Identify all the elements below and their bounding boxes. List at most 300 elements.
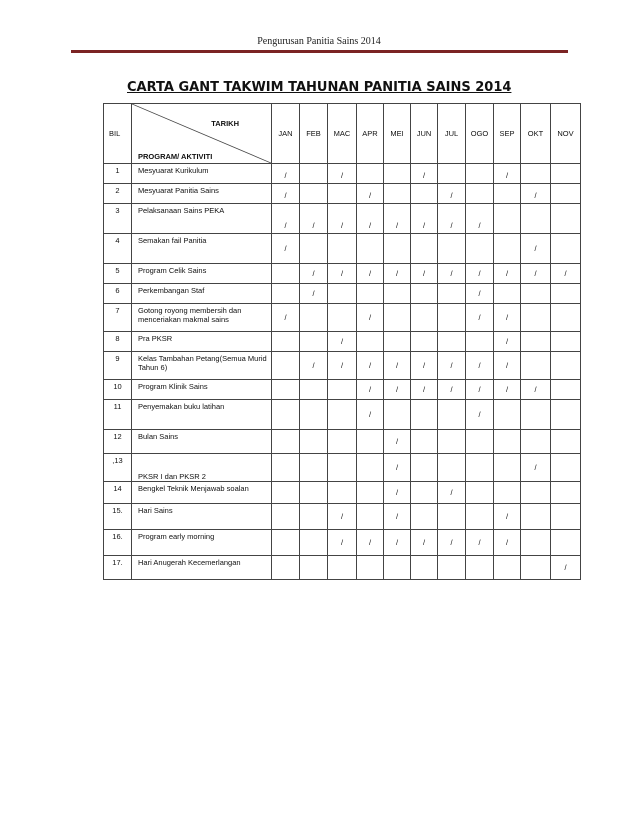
month-cell bbox=[272, 304, 300, 332]
month-cell bbox=[300, 482, 328, 504]
schedule-mark: / bbox=[312, 221, 315, 230]
schedule-mark: / bbox=[340, 512, 344, 521]
month-cell bbox=[384, 454, 411, 482]
month-cell bbox=[357, 264, 384, 284]
month-cell bbox=[328, 380, 357, 400]
activity-row bbox=[104, 482, 581, 504]
month-cell bbox=[357, 504, 384, 530]
schedule-mark: / bbox=[505, 337, 509, 346]
activity-name: Mesyuarat Panitia Sains bbox=[132, 184, 272, 204]
schedule-mark: / bbox=[312, 361, 315, 370]
month-cell bbox=[357, 430, 384, 454]
activity-row bbox=[104, 504, 581, 530]
schedule-mark: / bbox=[422, 221, 426, 230]
month-cell bbox=[328, 264, 357, 284]
month-cell bbox=[494, 454, 521, 482]
month-cell bbox=[438, 454, 466, 482]
month-cell bbox=[357, 400, 384, 430]
month-cell bbox=[494, 304, 521, 332]
month-cell bbox=[411, 380, 438, 400]
row-number: 5 bbox=[104, 264, 132, 284]
schedule-mark: / bbox=[284, 221, 287, 230]
schedule-mark: / bbox=[534, 463, 537, 472]
month-cell bbox=[384, 164, 411, 184]
month-cell bbox=[300, 264, 328, 284]
schedule-mark: / bbox=[340, 221, 344, 230]
month-cell bbox=[384, 234, 411, 264]
schedule-mark: / bbox=[478, 361, 481, 370]
month-header: SEP bbox=[494, 104, 521, 164]
schedule-mark: / bbox=[505, 512, 509, 521]
schedule-mark: / bbox=[312, 289, 315, 298]
month-cell bbox=[438, 504, 466, 530]
month-cell bbox=[411, 304, 438, 332]
schedule-mark: / bbox=[368, 385, 372, 394]
month-cell bbox=[551, 234, 581, 264]
month-cell bbox=[438, 380, 466, 400]
month-cell bbox=[384, 304, 411, 332]
month-cell bbox=[411, 234, 438, 264]
activity-name: Program Klinik Sains bbox=[132, 380, 272, 400]
month-cell bbox=[521, 454, 551, 482]
activity-row bbox=[104, 264, 581, 284]
schedule-mark: / bbox=[340, 269, 344, 278]
schedule-mark: / bbox=[284, 244, 287, 253]
month-cell bbox=[521, 530, 551, 556]
activity-name: Gotong royong membersih dan menceriakan makmal sains bbox=[132, 304, 272, 332]
month-cell bbox=[494, 164, 521, 184]
diagonal-header-cell bbox=[132, 104, 272, 164]
month-cell bbox=[272, 332, 300, 352]
month-cell bbox=[384, 284, 411, 304]
month-cell bbox=[272, 164, 300, 184]
month-cell bbox=[300, 530, 328, 556]
month-cell bbox=[300, 430, 328, 454]
month-cell bbox=[411, 264, 438, 284]
month-cell bbox=[466, 204, 494, 234]
month-cell bbox=[466, 530, 494, 556]
month-cell bbox=[411, 400, 438, 430]
schedule-mark: / bbox=[395, 512, 399, 521]
month-cell bbox=[438, 530, 466, 556]
schedule-mark: / bbox=[450, 361, 453, 370]
month-cell bbox=[272, 264, 300, 284]
row-number: 10 bbox=[104, 380, 132, 400]
schedule-mark: / bbox=[450, 538, 453, 547]
schedule-mark: / bbox=[368, 191, 372, 200]
month-cell bbox=[494, 234, 521, 264]
month-cell bbox=[272, 284, 300, 304]
activity-row bbox=[104, 530, 581, 556]
month-cell bbox=[411, 184, 438, 204]
running-header: Pengurusan Panitia Sains 2014 bbox=[257, 36, 381, 47]
schedule-mark: / bbox=[478, 313, 481, 322]
month-cell bbox=[551, 332, 581, 352]
month-cell bbox=[551, 264, 581, 284]
month-cell bbox=[466, 430, 494, 454]
activity-name: Program early morning bbox=[132, 530, 272, 556]
month-cell bbox=[521, 504, 551, 530]
month-cell bbox=[357, 234, 384, 264]
month-cell bbox=[551, 380, 581, 400]
month-cell bbox=[411, 204, 438, 234]
activity-row bbox=[104, 380, 581, 400]
month-cell bbox=[438, 234, 466, 264]
month-cell bbox=[357, 284, 384, 304]
row-number: ,13 bbox=[104, 454, 132, 482]
month-cell bbox=[384, 204, 411, 234]
schedule-mark: / bbox=[312, 269, 315, 278]
activity-row bbox=[104, 454, 581, 482]
month-header: OGO bbox=[466, 104, 494, 164]
month-cell bbox=[328, 556, 357, 580]
month-cell bbox=[551, 430, 581, 454]
schedule-mark: / bbox=[505, 385, 509, 394]
month-cell bbox=[328, 234, 357, 264]
schedule-mark: / bbox=[368, 410, 372, 419]
month-cell bbox=[494, 430, 521, 454]
month-cell bbox=[272, 454, 300, 482]
schedule-mark: / bbox=[395, 361, 399, 370]
month-header: APR bbox=[357, 104, 384, 164]
activity-row bbox=[104, 352, 581, 380]
month-cell bbox=[438, 430, 466, 454]
schedule-mark: / bbox=[450, 221, 453, 230]
month-cell bbox=[357, 304, 384, 332]
month-header: MAC bbox=[328, 104, 357, 164]
month-header: MEI bbox=[384, 104, 411, 164]
activity-row bbox=[104, 430, 581, 454]
month-cell bbox=[438, 184, 466, 204]
month-cell bbox=[411, 164, 438, 184]
schedule-mark: / bbox=[505, 269, 509, 278]
month-cell bbox=[494, 504, 521, 530]
month-cell bbox=[272, 380, 300, 400]
month-cell bbox=[272, 204, 300, 234]
activity-row bbox=[104, 556, 581, 580]
activity-name: Bengkel Teknik Menjawab soalan bbox=[132, 482, 272, 504]
schedule-mark: / bbox=[395, 538, 399, 547]
month-cell bbox=[521, 264, 551, 284]
schedule-mark: / bbox=[422, 385, 426, 394]
month-cell bbox=[300, 184, 328, 204]
month-cell bbox=[438, 264, 466, 284]
schedule-mark: / bbox=[340, 361, 344, 370]
activity-row bbox=[104, 284, 581, 304]
month-cell bbox=[521, 184, 551, 204]
header-row bbox=[104, 104, 581, 164]
month-cell bbox=[328, 454, 357, 482]
row-number: 11 bbox=[104, 400, 132, 430]
month-cell bbox=[551, 184, 581, 204]
schedule-mark: / bbox=[395, 488, 399, 497]
activity-name: Hari Anugerah Kecemerlangan bbox=[132, 556, 272, 580]
month-cell bbox=[521, 556, 551, 580]
activity-name: Kelas Tambahan Petang(Semua Murid Tahun 6) bbox=[132, 352, 272, 380]
month-header: JUN bbox=[411, 104, 438, 164]
month-cell bbox=[328, 284, 357, 304]
month-cell bbox=[551, 204, 581, 234]
month-cell bbox=[466, 400, 494, 430]
schedule-mark: / bbox=[564, 269, 567, 278]
month-cell bbox=[551, 556, 581, 580]
schedule-mark: / bbox=[450, 191, 453, 200]
month-header: FEB bbox=[300, 104, 328, 164]
month-cell bbox=[357, 556, 384, 580]
month-cell bbox=[438, 204, 466, 234]
schedule-mark: / bbox=[368, 221, 372, 230]
schedule-mark: / bbox=[422, 171, 426, 180]
month-cell bbox=[300, 234, 328, 264]
month-cell bbox=[551, 504, 581, 530]
month-cell bbox=[300, 352, 328, 380]
month-cell bbox=[357, 352, 384, 380]
activity-row bbox=[104, 304, 581, 332]
activity-name: Pelaksanaan Sains PEKA bbox=[132, 204, 272, 234]
schedule-mark: / bbox=[340, 337, 344, 346]
month-cell bbox=[438, 556, 466, 580]
month-cell bbox=[494, 380, 521, 400]
activity-name: Bulan Sains bbox=[132, 430, 272, 454]
month-cell bbox=[357, 164, 384, 184]
schedule-mark: / bbox=[395, 269, 399, 278]
schedule-mark: / bbox=[505, 313, 509, 322]
month-cell bbox=[466, 184, 494, 204]
month-cell bbox=[384, 556, 411, 580]
month-cell bbox=[411, 556, 438, 580]
document-title: CARTA GANT TAKWIM TAHUNAN PANITIA SAINS 2014 bbox=[127, 80, 512, 95]
month-cell bbox=[551, 304, 581, 332]
schedule-mark: / bbox=[478, 221, 481, 230]
gantt-body bbox=[104, 164, 581, 580]
month-cell bbox=[438, 352, 466, 380]
month-cell bbox=[466, 332, 494, 352]
month-cell bbox=[300, 164, 328, 184]
month-cell bbox=[521, 430, 551, 454]
month-cell bbox=[521, 234, 551, 264]
month-cell bbox=[438, 482, 466, 504]
month-cell bbox=[521, 304, 551, 332]
month-cell bbox=[300, 556, 328, 580]
month-cell bbox=[551, 400, 581, 430]
row-number: 15. bbox=[104, 504, 132, 530]
schedule-mark: / bbox=[534, 244, 537, 253]
month-cell bbox=[411, 430, 438, 454]
activity-name: Penyemakan buku latihan bbox=[132, 400, 272, 430]
month-cell bbox=[384, 380, 411, 400]
month-cell bbox=[521, 380, 551, 400]
month-cell bbox=[328, 530, 357, 556]
month-cell bbox=[466, 304, 494, 332]
month-cell bbox=[384, 264, 411, 284]
schedule-mark: / bbox=[505, 538, 509, 547]
month-cell bbox=[438, 400, 466, 430]
month-cell bbox=[328, 332, 357, 352]
month-cell bbox=[272, 556, 300, 580]
month-cell bbox=[438, 284, 466, 304]
month-cell bbox=[384, 400, 411, 430]
activity-row bbox=[104, 400, 581, 430]
month-cell bbox=[384, 332, 411, 352]
schedule-mark: / bbox=[395, 385, 399, 394]
month-cell bbox=[357, 332, 384, 352]
schedule-mark: / bbox=[505, 171, 509, 180]
month-cell bbox=[328, 482, 357, 504]
month-cell bbox=[551, 284, 581, 304]
schedule-mark: / bbox=[478, 410, 481, 419]
month-cell bbox=[384, 530, 411, 556]
activity-name: Perkembangan Staf bbox=[132, 284, 272, 304]
month-cell bbox=[551, 164, 581, 184]
month-cell bbox=[411, 332, 438, 352]
month-cell bbox=[466, 454, 494, 482]
month-cell bbox=[300, 454, 328, 482]
month-cell bbox=[466, 284, 494, 304]
month-cell bbox=[272, 530, 300, 556]
month-cell bbox=[328, 204, 357, 234]
activity-row bbox=[104, 164, 581, 184]
month-cell bbox=[466, 234, 494, 264]
activity-name: Pra PKSR bbox=[132, 332, 272, 352]
month-cell bbox=[411, 284, 438, 304]
month-cell bbox=[272, 234, 300, 264]
row-number: 2 bbox=[104, 184, 132, 204]
month-cell bbox=[272, 184, 300, 204]
month-cell bbox=[551, 482, 581, 504]
schedule-mark: / bbox=[534, 191, 537, 200]
month-cell bbox=[272, 504, 300, 530]
schedule-mark: / bbox=[478, 289, 481, 298]
activity-row bbox=[104, 234, 581, 264]
month-cell bbox=[466, 352, 494, 380]
schedule-mark: / bbox=[340, 171, 344, 180]
month-cell bbox=[328, 504, 357, 530]
month-cell bbox=[411, 482, 438, 504]
schedule-mark: / bbox=[284, 191, 287, 200]
schedule-mark: / bbox=[478, 385, 481, 394]
month-cell bbox=[300, 332, 328, 352]
month-cell bbox=[521, 164, 551, 184]
month-cell bbox=[411, 504, 438, 530]
month-header: JAN bbox=[272, 104, 300, 164]
schedule-mark: / bbox=[478, 269, 481, 278]
month-cell bbox=[494, 332, 521, 352]
month-cell bbox=[328, 352, 357, 380]
schedule-mark: / bbox=[368, 313, 372, 322]
row-number: 6 bbox=[104, 284, 132, 304]
month-cell bbox=[384, 430, 411, 454]
activity-name: Program Celik Sains bbox=[132, 264, 272, 284]
month-cell bbox=[466, 380, 494, 400]
schedule-mark: / bbox=[395, 221, 399, 230]
month-cell bbox=[328, 164, 357, 184]
month-cell bbox=[384, 504, 411, 530]
schedule-mark: / bbox=[505, 361, 509, 370]
month-cell bbox=[328, 304, 357, 332]
month-cell bbox=[521, 284, 551, 304]
month-cell bbox=[300, 400, 328, 430]
month-cell bbox=[466, 264, 494, 284]
schedule-mark: / bbox=[564, 563, 567, 572]
month-cell bbox=[466, 164, 494, 184]
tarikh-label: TARIKH bbox=[211, 119, 239, 128]
month-cell bbox=[328, 400, 357, 430]
schedule-mark: / bbox=[340, 538, 344, 547]
row-number: 16. bbox=[104, 530, 132, 556]
activity-row bbox=[104, 184, 581, 204]
month-cell bbox=[300, 380, 328, 400]
row-number: 12 bbox=[104, 430, 132, 454]
month-cell bbox=[411, 454, 438, 482]
month-cell bbox=[411, 352, 438, 380]
schedule-mark: / bbox=[450, 488, 453, 497]
gantt-table bbox=[103, 103, 581, 580]
schedule-mark: / bbox=[534, 269, 537, 278]
schedule-mark: / bbox=[478, 538, 481, 547]
month-cell bbox=[521, 482, 551, 504]
month-header: NOV bbox=[551, 104, 581, 164]
schedule-mark: / bbox=[422, 269, 426, 278]
month-cell bbox=[300, 504, 328, 530]
month-cell bbox=[357, 184, 384, 204]
month-cell bbox=[438, 304, 466, 332]
month-cell bbox=[494, 184, 521, 204]
month-header: JUL bbox=[438, 104, 466, 164]
month-cell bbox=[357, 530, 384, 556]
month-cell bbox=[384, 482, 411, 504]
row-number: 1 bbox=[104, 164, 132, 184]
activity-name: Hari Sains bbox=[132, 504, 272, 530]
month-cell bbox=[384, 184, 411, 204]
month-cell bbox=[357, 380, 384, 400]
activity-name: PKSR I dan PKSR 2 bbox=[132, 454, 272, 482]
month-cell bbox=[272, 352, 300, 380]
month-cell bbox=[494, 556, 521, 580]
row-number: 8 bbox=[104, 332, 132, 352]
month-header: OKT bbox=[521, 104, 551, 164]
month-cell bbox=[357, 204, 384, 234]
month-cell bbox=[521, 332, 551, 352]
activity-row bbox=[104, 204, 581, 234]
month-cell bbox=[551, 454, 581, 482]
activity-name: Mesyuarat Kurikulum bbox=[132, 164, 272, 184]
month-cell bbox=[328, 430, 357, 454]
schedule-mark: / bbox=[422, 538, 426, 547]
month-cell bbox=[494, 352, 521, 380]
row-number: 4 bbox=[104, 234, 132, 264]
month-cell bbox=[438, 164, 466, 184]
activity-name: Semakan fail Panitia bbox=[132, 234, 272, 264]
month-cell bbox=[357, 482, 384, 504]
month-cell bbox=[494, 204, 521, 234]
activity-row bbox=[104, 332, 581, 352]
month-cell bbox=[300, 304, 328, 332]
month-cell bbox=[494, 482, 521, 504]
schedule-mark: / bbox=[450, 385, 453, 394]
header-rule bbox=[71, 50, 568, 53]
schedule-mark: / bbox=[422, 361, 426, 370]
schedule-mark: / bbox=[368, 538, 372, 547]
bil-header: BIL bbox=[104, 104, 132, 164]
month-cell bbox=[272, 482, 300, 504]
month-cell bbox=[272, 400, 300, 430]
schedule-mark: / bbox=[368, 361, 372, 370]
month-cell bbox=[384, 352, 411, 380]
month-cell bbox=[300, 284, 328, 304]
schedule-mark: / bbox=[395, 463, 399, 472]
row-number: 17. bbox=[104, 556, 132, 580]
row-number: 3 bbox=[104, 204, 132, 234]
